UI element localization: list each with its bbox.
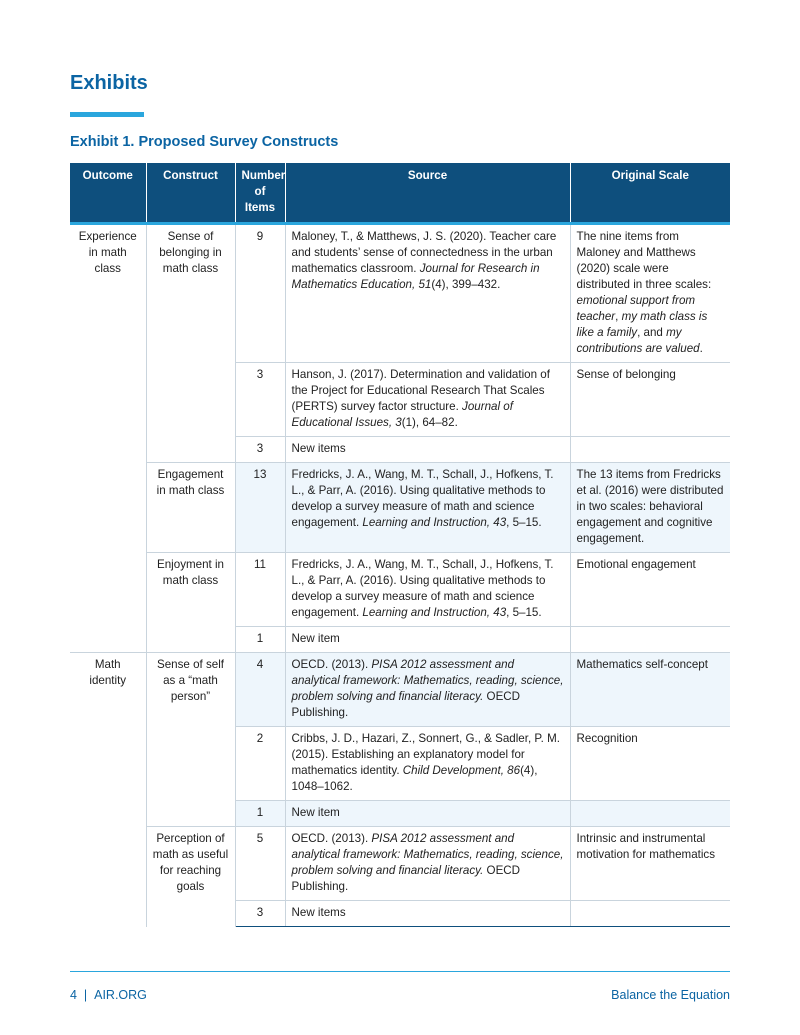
source-journal: Learning and Instruction, 43 xyxy=(362,606,507,619)
source-journal: Child Development, 86 xyxy=(402,764,521,777)
source-text: Cribbs, J. D., Hazari, Z., Sonnert, G., & Sadler, P. M. (2015). Establishing an explanatory model for mathematics identity. xyxy=(291,732,560,777)
header-source: Source xyxy=(285,163,570,224)
header-construct: Construct xyxy=(146,163,235,224)
source-cell xyxy=(285,553,570,627)
original-scale-cell: Mathematics self-concept xyxy=(570,653,730,727)
item-count-cell: 3 xyxy=(235,901,285,927)
construct-cell: Sense of self as a “math person” xyxy=(146,653,235,827)
header-number-of-items: Number of Items xyxy=(235,163,285,224)
original-scale-cell xyxy=(570,801,730,827)
scale-text: , xyxy=(615,310,622,323)
source-cell xyxy=(285,224,570,363)
source-cell: New item xyxy=(285,627,570,653)
survey-constructs-table xyxy=(70,163,730,927)
original-scale-cell: Sense of belonging xyxy=(570,363,730,437)
source-cell xyxy=(285,463,570,553)
item-count-cell: 3 xyxy=(235,437,285,463)
source-journal: Learning and Instruction, 43 xyxy=(362,516,507,529)
table-row xyxy=(70,653,730,727)
item-count-cell: 4 xyxy=(235,653,285,727)
table-header-row xyxy=(70,163,730,224)
footer-divider xyxy=(70,971,730,972)
source-text: , 5–15. xyxy=(506,606,542,619)
source-text: Maloney, T., & Matthews, J. S. (2020). Teacher care and students’ sense of connectedness in the urban mathematics classroom. xyxy=(291,230,557,275)
source-journal: Journal for Research in Mathematics Education, 51 xyxy=(291,262,540,291)
scale-name: emotional support from teacher xyxy=(576,294,696,323)
item-count-cell: 5 xyxy=(235,827,285,901)
source-text: OECD Publishing. xyxy=(291,864,521,893)
source-journal: PISA 2012 assessment and analytical framework: Mathematics, reading, science, problem solving and financial literacy. xyxy=(291,658,564,703)
footer-separator: | xyxy=(83,988,88,1002)
source-text: (4), 1048–1062. xyxy=(291,764,538,793)
source-text: (4), 399–432. xyxy=(431,278,501,291)
source-text: OECD. (2013). xyxy=(291,658,372,671)
item-count-cell: 1 xyxy=(235,627,285,653)
construct-cell: Sense of belonging in math class xyxy=(146,224,235,463)
source-text: Hanson, J. (2017). Determination and validation of the Project for Educational Research That Scales (PERTS) survey factor structure. xyxy=(291,368,550,413)
table-row xyxy=(70,224,730,363)
exhibit-title: Exhibit 1. Proposed Survey Constructs xyxy=(70,134,339,150)
table-row xyxy=(70,827,730,901)
construct-cell: Enjoyment in math class xyxy=(146,553,235,653)
footer-report-title: Balance the Equation xyxy=(611,988,730,1002)
item-count-cell: 3 xyxy=(235,363,285,437)
outcome-cell: Experience in math class xyxy=(70,224,146,653)
table-row xyxy=(70,553,730,627)
scale-name: my contributions are valued xyxy=(576,326,700,355)
source-text: OECD. (2013). xyxy=(291,832,372,845)
source-cell xyxy=(285,727,570,801)
page-number: 4 xyxy=(70,988,77,1002)
original-scale-cell: The 13 items from Fredricks et al. (2016) were distributed in two scales: behavioral engagement and cognitive engagement. xyxy=(570,463,730,553)
item-count-cell: 9 xyxy=(235,224,285,363)
source-text: Fredricks, J. A., Wang, M. T., Schall, J., Hofkens, T. L., & Parr, A. (2016). Using qualitative methods to develop a survey measure of math and science engagement. xyxy=(291,558,554,619)
item-count-cell: 2 xyxy=(235,727,285,801)
source-cell xyxy=(285,653,570,727)
original-scale-cell xyxy=(570,437,730,463)
item-count-cell: 13 xyxy=(235,463,285,553)
page-title: Exhibits xyxy=(70,72,148,94)
outcome-cell: Math identity xyxy=(70,653,146,927)
source-cell xyxy=(285,363,570,437)
original-scale-cell: Intrinsic and instrumental motivation for mathematics xyxy=(570,827,730,901)
source-journal: PISA 2012 assessment and analytical framework: Mathematics, reading, science, problem solving and financial literacy. xyxy=(291,832,564,877)
source-cell: New items xyxy=(285,437,570,463)
original-scale-cell xyxy=(570,627,730,653)
original-scale-cell xyxy=(570,901,730,927)
scale-name: my math class is like a family xyxy=(576,310,708,339)
original-scale-cell xyxy=(570,224,730,363)
source-text: OECD Publishing. xyxy=(291,690,521,719)
construct-cell: Engagement in math class xyxy=(146,463,235,553)
item-count-cell: 1 xyxy=(235,801,285,827)
scale-text: . xyxy=(699,342,703,355)
footer-site-link[interactable]: AIR.ORG xyxy=(94,988,147,1002)
source-text: , 5–15. xyxy=(506,516,542,529)
table-row xyxy=(70,463,730,553)
original-scale-cell: Recognition xyxy=(570,727,730,801)
header-outcome: Outcome xyxy=(70,163,146,224)
original-scale-cell: Emotional engagement xyxy=(570,553,730,627)
header-original-scale: Original Scale xyxy=(570,163,730,224)
source-cell: New items xyxy=(285,901,570,927)
source-text: (1), 64–82. xyxy=(401,416,458,429)
construct-cell: Perception of math as useful for reaching goals xyxy=(146,827,235,927)
title-underline xyxy=(70,112,144,117)
footer-page-info xyxy=(70,988,147,1002)
source-cell xyxy=(285,827,570,901)
source-journal: Journal of Educational Issues, 3 xyxy=(291,400,513,429)
scale-text: The nine items from Maloney and Matthews (2020) scale were distributed in three scales: xyxy=(576,230,712,291)
scale-text: , and xyxy=(637,326,667,339)
item-count-cell: 11 xyxy=(235,553,285,627)
source-cell: New item xyxy=(285,801,570,827)
source-text: Fredricks, J. A., Wang, M. T., Schall, J., Hofkens, T. L., & Parr, A. (2016). Using qualitative methods to develop a survey measure of math and science engagement. xyxy=(291,468,554,529)
